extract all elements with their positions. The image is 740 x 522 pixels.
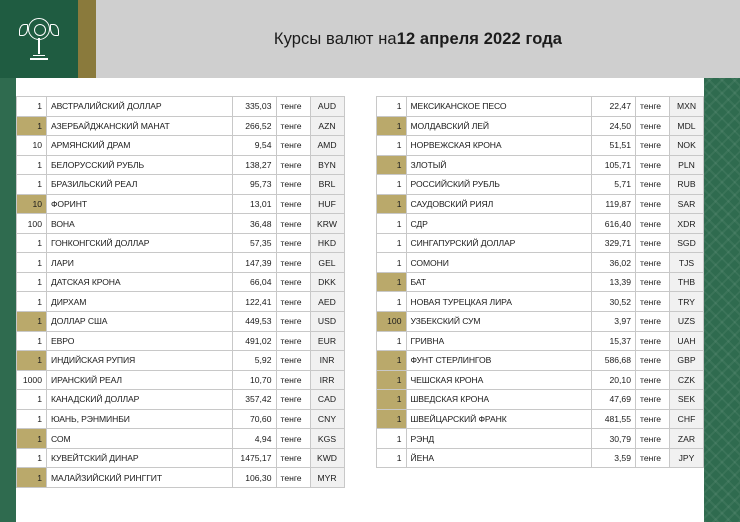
currency-code: NOK [670,136,704,156]
table-row [376,194,704,214]
table-row [17,312,345,332]
currency-code: BRL [310,175,344,195]
table-row [376,312,704,332]
currency-unit-label: тенге [636,390,670,410]
currency-rate-value: 481,55 [592,409,636,429]
currency-quantity: 1 [17,253,47,273]
currency-code: TRY [670,292,704,312]
currency-quantity: 1 [17,312,47,332]
table-row [17,116,345,136]
currency-name: МАЛАЙЗИЙСКИЙ РИНГГИТ [47,468,233,488]
table-row [376,409,704,429]
currency-quantity: 1 [17,175,47,195]
currency-code: MYR [310,468,344,488]
table-row [376,97,704,117]
currency-name: СИНГАПУРСКИЙ ДОЛЛАР [406,233,592,253]
currency-unit-label: тенге [276,429,310,449]
currency-rate-value: 122,41 [232,292,276,312]
currency-name: ДИРХАМ [47,292,233,312]
currency-quantity: 1000 [17,370,47,390]
table-row [17,331,345,351]
currency-quantity: 1 [376,136,406,156]
currency-rate-value: 5,71 [592,175,636,195]
table-row [376,351,704,371]
currency-rate-value: 491,02 [232,331,276,351]
currency-code: AMD [310,136,344,156]
rates-table-right [376,96,705,468]
currency-rate-value: 3,59 [592,448,636,468]
currency-unit-label: тенге [636,351,670,371]
table-row [376,136,704,156]
rates-table-left [16,96,345,488]
currency-unit-label: тенге [276,292,310,312]
currency-unit-label: тенге [636,272,670,292]
currency-unit-label: тенге [276,214,310,234]
currency-code: TJS [670,253,704,273]
currency-rate-value: 106,30 [232,468,276,488]
currency-rate-value: 616,40 [592,214,636,234]
currency-name: ГОНКОНГСКИЙ ДОЛЛАР [47,233,233,253]
currency-name: БЕЛОРУССКИЙ РУБЛЬ [47,155,233,175]
currency-rate-value: 13,01 [232,194,276,214]
currency-rate-value: 20,10 [592,370,636,390]
table-row [376,292,704,312]
table-row [17,253,345,273]
currency-code: PLN [670,155,704,175]
currency-rate-value: 4,94 [232,429,276,449]
left-decor-panel [0,78,16,522]
table-row [17,448,345,468]
currency-code: AUD [310,97,344,117]
currency-name: ФОРИНТ [47,194,233,214]
table-row [17,390,345,410]
header-accent-bar [78,0,96,78]
currency-unit-label: тенге [636,155,670,175]
table-row [376,155,704,175]
currency-code: THB [670,272,704,292]
currency-name: ЕВРО [47,331,233,351]
currency-rate-value: 138,27 [232,155,276,175]
currency-rate-value: 95,73 [232,175,276,195]
currency-name: ДАТСКАЯ КРОНА [47,272,233,292]
currency-code: CHF [670,409,704,429]
rates-column-left [16,96,345,508]
currency-quantity: 1 [17,155,47,175]
currency-quantity: 1 [17,409,47,429]
currency-unit-label: тенге [276,155,310,175]
currency-quantity: 100 [17,214,47,234]
currency-unit-label: тенге [636,97,670,117]
currency-unit-label: тенге [636,136,670,156]
table-row [17,409,345,429]
currency-quantity: 1 [376,116,406,136]
currency-code: XDR [670,214,704,234]
currency-code: CNY [310,409,344,429]
currency-rate-value: 15,37 [592,331,636,351]
currency-name: КУВЕЙТСКИЙ ДИНАР [47,448,233,468]
currency-code: MXN [670,97,704,117]
currency-name: АВСТРАЛИЙСКИЙ ДОЛЛАР [47,97,233,117]
currency-code: GEL [310,253,344,273]
currency-code: SEK [670,390,704,410]
currency-quantity: 1 [376,448,406,468]
table-row [376,272,704,292]
currency-quantity: 1 [17,448,47,468]
currency-quantity: 1 [376,370,406,390]
rates-column-right [376,96,705,508]
table-row [17,136,345,156]
currency-quantity: 1 [376,175,406,195]
currency-name: ГРИВНА [406,331,592,351]
currency-unit-label: тенге [276,390,310,410]
currency-quantity: 1 [17,292,47,312]
currency-rate-value: 3,97 [592,312,636,332]
currency-name: СДР [406,214,592,234]
currency-name: ЗЛОТЫЙ [406,155,592,175]
currency-quantity: 1 [376,351,406,371]
currency-unit-label: тенге [636,370,670,390]
currency-code: GBP [670,351,704,371]
currency-code: RUB [670,175,704,195]
currency-quantity: 1 [376,233,406,253]
currency-code: HKD [310,233,344,253]
page-title-date: 12 апреля 2022 года [396,29,563,48]
page-header [0,0,740,78]
currency-unit-label: тенге [636,409,670,429]
currency-unit-label: тенге [276,409,310,429]
currency-rate-value: 30,79 [592,429,636,449]
currency-quantity: 1 [376,97,406,117]
currency-unit-label: тенге [636,175,670,195]
currency-code: INR [310,351,344,371]
currency-rates-tables [16,96,704,508]
currency-unit-label: тенге [276,272,310,292]
currency-unit-label: тенге [636,116,670,136]
currency-code: KGS [310,429,344,449]
currency-name: ВОНА [47,214,233,234]
currency-unit-label: тенге [636,331,670,351]
table-row [17,97,345,117]
currency-unit-label: тенге [276,116,310,136]
currency-quantity: 1 [376,253,406,273]
currency-unit-label: тенге [276,194,310,214]
currency-rate-value: 449,53 [232,312,276,332]
currency-code: AED [310,292,344,312]
table-row [17,214,345,234]
currency-quantity: 1 [17,331,47,351]
currency-name: ИРАНСКИЙ РЕАЛ [47,370,233,390]
currency-code: USD [310,312,344,332]
currency-code: KRW [310,214,344,234]
currency-quantity: 1 [17,429,47,449]
table-row [376,175,704,195]
currency-name: РЭНД [406,429,592,449]
currency-rate-value: 357,42 [232,390,276,410]
currency-name: ФУНТ СТЕРЛИНГОВ [406,351,592,371]
currency-quantity: 1 [376,409,406,429]
currency-unit-label: тенге [276,175,310,195]
currency-rate-value: 105,71 [592,155,636,175]
currency-name: НОРВЕЖСКАЯ КРОНА [406,136,592,156]
currency-quantity: 1 [376,390,406,410]
currency-name: РОССИЙСКИЙ РУБЛЬ [406,175,592,195]
currency-quantity: 1 [376,194,406,214]
currency-code: UAH [670,331,704,351]
page-title-prefix: Курсы валют на [273,29,397,48]
currency-name: ШВЕЙЦАРСКИЙ ФРАНК [406,409,592,429]
table-row [376,116,704,136]
currency-name: СОМ [47,429,233,449]
currency-quantity: 1 [376,272,406,292]
table-row [376,370,704,390]
emblem-container [0,0,78,78]
currency-name: МОЛДАВСКИЙ ЛЕЙ [406,116,592,136]
currency-quantity: 1 [17,468,47,488]
table-row [17,429,345,449]
table-row [17,175,345,195]
currency-unit-label: тенге [276,448,310,468]
currency-rate-value: 24,50 [592,116,636,136]
currency-name: САУДОВСКИЙ РИЯЛ [406,194,592,214]
currency-unit-label: тенге [276,253,310,273]
currency-name: ЮАНЬ, РЭНМИНБИ [47,409,233,429]
currency-quantity: 1 [17,351,47,371]
currency-unit-label: тенге [636,194,670,214]
currency-name: КАНАДСКИЙ ДОЛЛАР [47,390,233,410]
currency-name: ЛАРИ [47,253,233,273]
currency-quantity: 1 [17,272,47,292]
currency-quantity: 1 [17,390,47,410]
page-title [96,0,740,78]
currency-unit-label: тенге [636,233,670,253]
currency-code: SGD [670,233,704,253]
currency-unit-label: тенге [636,253,670,273]
table-row [17,468,345,488]
currency-quantity: 1 [376,214,406,234]
currency-quantity: 1 [376,429,406,449]
currency-code: HUF [310,194,344,214]
table-row [376,331,704,351]
currency-quantity: 10 [17,136,47,156]
currency-code: MDL [670,116,704,136]
table-row [376,233,704,253]
currency-name: ЙЕНА [406,448,592,468]
currency-quantity: 1 [376,331,406,351]
currency-code: KWD [310,448,344,468]
currency-rate-value: 266,52 [232,116,276,136]
currency-unit-label: тенге [276,331,310,351]
currency-unit-label: тенге [636,448,670,468]
currency-rate-value: 10,70 [232,370,276,390]
currency-rate-value: 22,47 [592,97,636,117]
currency-quantity: 1 [17,233,47,253]
currency-unit-label: тенге [636,429,670,449]
currency-rate-value: 36,48 [232,214,276,234]
currency-name: МЕКСИКАНСКОЕ ПЕСО [406,97,592,117]
currency-name: УЗБЕКСКИЙ СУМ [406,312,592,332]
currency-code: IRR [310,370,344,390]
currency-name: БАТ [406,272,592,292]
currency-name: БРАЗИЛЬСКИЙ РЕАЛ [47,175,233,195]
table-row [17,194,345,214]
currency-quantity: 1 [17,116,47,136]
currency-unit-label: тенге [276,468,310,488]
table-row [17,351,345,371]
currency-code: DKK [310,272,344,292]
currency-rate-value: 47,69 [592,390,636,410]
currency-unit-label: тенге [276,233,310,253]
currency-name: АЗЕРБАЙДЖАНСКИЙ МАНАТ [47,116,233,136]
currency-unit-label: тенге [276,97,310,117]
currency-rate-value: 36,02 [592,253,636,273]
currency-rate-value: 30,52 [592,292,636,312]
currency-quantity: 10 [17,194,47,214]
ornament-pattern [704,78,740,522]
currency-code: EUR [310,331,344,351]
currency-unit-label: тенге [636,292,670,312]
currency-unit-label: тенге [276,370,310,390]
currency-quantity: 1 [17,97,47,117]
table-row [376,390,704,410]
currency-rate-value: 9,54 [232,136,276,156]
table-row [17,272,345,292]
currency-rate-value: 13,39 [592,272,636,292]
table-row [17,155,345,175]
currency-rate-value: 329,71 [592,233,636,253]
table-row [376,448,704,468]
currency-name: НОВАЯ ТУРЕЦКАЯ ЛИРА [406,292,592,312]
table-row [17,292,345,312]
currency-rate-value: 147,39 [232,253,276,273]
currency-rate-value: 5,92 [232,351,276,371]
currency-rate-value: 1475,17 [232,448,276,468]
currency-rate-value: 586,68 [592,351,636,371]
table-row [17,370,345,390]
currency-unit-label: тенге [636,312,670,332]
currency-code: JPY [670,448,704,468]
currency-rate-value: 57,35 [232,233,276,253]
currency-code: SAR [670,194,704,214]
currency-rate-value: 119,87 [592,194,636,214]
currency-code: ZAR [670,429,704,449]
table-row [17,233,345,253]
currency-quantity: 1 [376,292,406,312]
currency-name: ИНДИЙСКАЯ РУПИЯ [47,351,233,371]
currency-code: AZN [310,116,344,136]
currency-name: ДОЛЛАР США [47,312,233,332]
currency-rate-value: 51,51 [592,136,636,156]
currency-code: UZS [670,312,704,332]
bottom-strip [16,508,704,522]
table-row [376,253,704,273]
currency-name: СОМОНИ [406,253,592,273]
right-decor-panel [704,78,740,522]
currency-code: CAD [310,390,344,410]
currency-unit-label: тенге [276,136,310,156]
currency-rate-value: 335,03 [232,97,276,117]
currency-rate-value: 66,04 [232,272,276,292]
currency-code: CZK [670,370,704,390]
table-row [376,214,704,234]
national-emblem-icon [19,16,59,62]
table-row [376,429,704,449]
currency-quantity: 100 [376,312,406,332]
currency-name: АРМЯНСКИЙ ДРАМ [47,136,233,156]
currency-unit-label: тенге [276,312,310,332]
currency-code: BYN [310,155,344,175]
currency-unit-label: тенге [276,351,310,371]
currency-unit-label: тенге [636,214,670,234]
currency-name: ЧЕШСКАЯ КРОНА [406,370,592,390]
currency-name: ШВЕДСКАЯ КРОНА [406,390,592,410]
currency-quantity: 1 [376,155,406,175]
currency-rate-value: 70,60 [232,409,276,429]
